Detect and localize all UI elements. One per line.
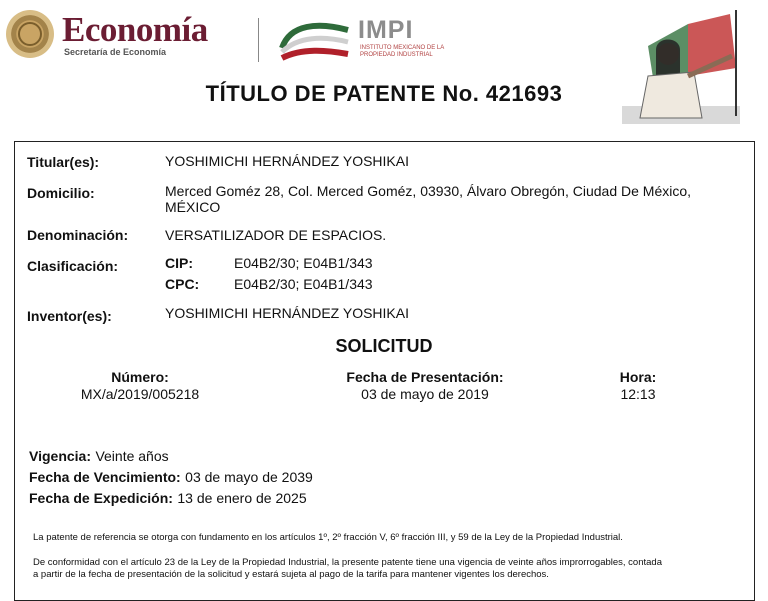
vigencia-row xyxy=(29,448,169,466)
impi-logo: IMPI xyxy=(358,16,414,44)
patent-title: TÍTULO DE PATENTE No. 421693 xyxy=(205,81,563,106)
hora-value: 12:13 xyxy=(620,386,656,402)
domicilio-line-2: MÉXICO xyxy=(165,199,221,215)
fecha-presentacion-value: 03 de mayo de 2019 xyxy=(361,386,489,402)
domicilio-line-1: Merced Goméz 28, Col. Merced Goméz, 03930, Álvaro Obregón, Ciudad De México, xyxy=(165,183,692,199)
clasificacion-label: Clasificación: xyxy=(27,258,119,274)
numero-value: MX/a/2019/005218 xyxy=(80,386,200,402)
impi-emblem-icon xyxy=(278,18,352,64)
vencimiento-value: 03 de mayo de 2039 xyxy=(185,469,313,485)
legal-note-2-line-2: a partir de la fecha de presentación de la solicitud y estará sujeta al pago de la tarifa para mantener vigentes los derechos. xyxy=(33,569,549,580)
vencimiento-label: Fecha de Vencimiento: xyxy=(29,469,181,485)
expedicion-label: Fecha de Expedición: xyxy=(29,490,173,506)
legal-note-2-line-1: De conformidad con el artículo 23 de la Ley de la Propiedad Industrial, la presente patente tiene una vigencia de veinte años improrrogables, contada xyxy=(33,557,662,568)
numero-label: Número: xyxy=(111,369,169,385)
national-seal-icon xyxy=(6,10,54,58)
vigencia-label: Vigencia: xyxy=(29,448,91,464)
hora-label: Hora: xyxy=(619,369,657,385)
logo-divider xyxy=(258,18,259,62)
economia-logo: Economía xyxy=(62,10,208,49)
cpc-value: E04B2/30; E04B1/343 xyxy=(234,276,373,292)
inventor-label: Inventor(es): xyxy=(27,308,112,324)
cpc-label: CPC: xyxy=(165,276,200,292)
titular-label: Titular(es): xyxy=(27,154,100,170)
fecha-presentacion-label: Fecha de Presentación: xyxy=(346,369,504,385)
domicilio-label: Domicilio: xyxy=(27,185,95,201)
cip-value: E04B2/30; E04B1/343 xyxy=(234,255,373,271)
denominacion-label: Denominación: xyxy=(27,227,129,243)
vencimiento-row xyxy=(29,469,313,487)
economia-subtitle: Secretaría de Economía xyxy=(64,47,167,57)
denominacion-value: VERSATILIZADOR DE ESPACIOS. xyxy=(165,227,387,243)
expedicion-row xyxy=(29,490,307,508)
legal-note-1: La patente de referencia se otorga con fundamento en los artículos 1º, 2º fracción V, 6º fracción III, y 59 de la Ley de la Propiedad Industrial. xyxy=(33,532,623,543)
flag-woman-illustration xyxy=(618,6,746,128)
cip-label: CIP: xyxy=(165,255,193,271)
inventor-value: YOSHIMICHI HERNÁNDEZ YOSHIKAI xyxy=(165,305,410,321)
impi-subtitle: INSTITUTO MEXICANO DE LA PROPIEDAD INDUSTRIAL xyxy=(360,45,444,58)
solicitud-heading: SOLICITUD xyxy=(335,336,433,356)
expedicion-value: 13 de enero de 2025 xyxy=(177,490,307,506)
vigencia-value: Veinte años xyxy=(95,448,169,464)
titular-value: YOSHIMICHI HERNÁNDEZ YOSHIKAI xyxy=(165,153,410,169)
